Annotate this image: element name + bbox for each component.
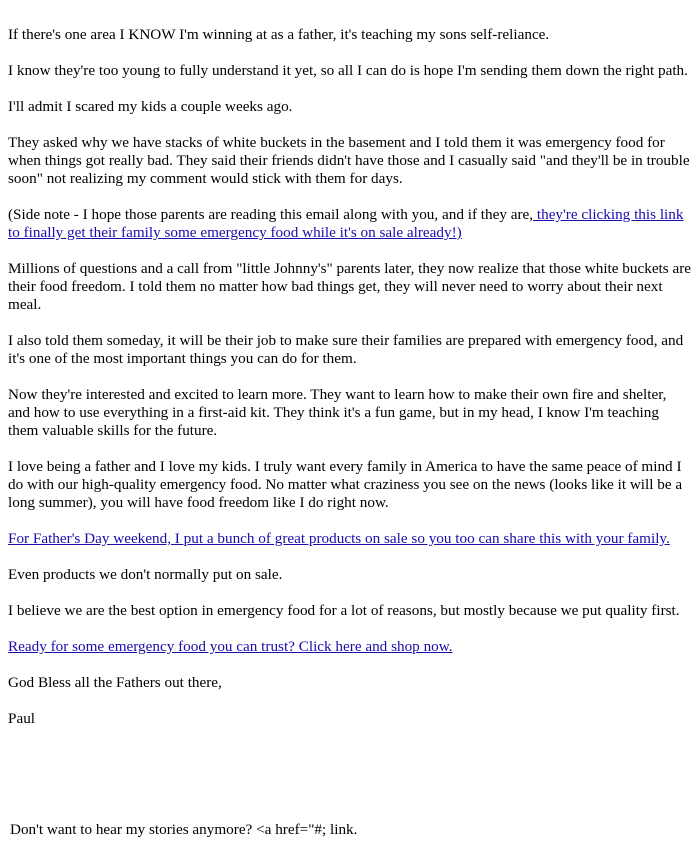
paragraph-love-being-father: I love being a father and I love my kids. I truly want every family in America to have the same peace of mind I do with our high-quality emergency food. No matter what craziness you see on the news (looks like it will be a long summer), you will have food freedom like I do right now. xyxy=(8,458,683,511)
paragraph-food-freedom: Millions of questions and a call from "little Johnny's" parents later, they now realize that those white buckets are their food freedom. I told them no matter how bad things get, they will never need to worry about their next meal. xyxy=(8,260,692,313)
paragraph-best-option: I believe we are the best option in emergency food for a lot of reasons, but mostly because we put quality first. xyxy=(8,602,680,619)
paragraph-their-job: I also told them someday, it will be their job to make sure their families are prepared with emergency food, and it's one of the most important things you can do for them. xyxy=(8,332,684,367)
email-body xyxy=(8,26,692,746)
unsubscribe-footer: Don't want to hear my stories anymore? <a href="#; link. xyxy=(10,821,358,838)
paragraph-scared-kids: I'll admit I scared my kids a couple weeks ago. xyxy=(8,98,293,115)
side-note-text: (Side note - I hope those parents are reading this email along with you, and if they are, xyxy=(8,206,534,223)
paragraph-white-buckets: They asked why we have stacks of white buckets in the basement and I told them it was emergency food for when things got really bad. They said their friends didn't have those and I casually said "and they'll be in trouble soon" not realizing my comment would stick with them for days. xyxy=(8,134,690,187)
paragraph-not-normally-on-sale: Even products we don't normally put on sale. xyxy=(8,566,283,583)
paragraph-side-note xyxy=(8,206,692,242)
paragraph-intro: If there's one area I KNOW I'm winning at as a father, it's teaching my sons self-reliance. xyxy=(8,26,550,43)
closing-line: God Bless all the Fathers out there, xyxy=(8,674,222,691)
paragraph-learn-more: Now they're interested and excited to learn more. They want to learn how to make their own fire and shelter, and how to use everything in a first-aid kit. They think it's a fun game, but in my head, I know I'm teaching them valuable skills for the future. xyxy=(8,386,667,439)
paragraph-too-young: I know they're too young to fully understand it yet, so all I can do is hope I'm sending them down the right path. xyxy=(8,62,688,79)
shop-now-link[interactable]: Ready for some emergency food you can trust? Click here and shop now. xyxy=(8,638,453,655)
paragraph-fathers-day-sale xyxy=(8,530,692,548)
side-note-link[interactable]: they're clicking this link to finally get their family some emergency food while it's on sale already!) xyxy=(8,206,684,241)
signature: Paul xyxy=(8,710,36,727)
fathers-day-sale-link[interactable]: For Father's Day weekend, I put a bunch of great products on sale so you too can share this with your family. xyxy=(8,530,670,547)
paragraph-shop-now xyxy=(8,638,692,656)
